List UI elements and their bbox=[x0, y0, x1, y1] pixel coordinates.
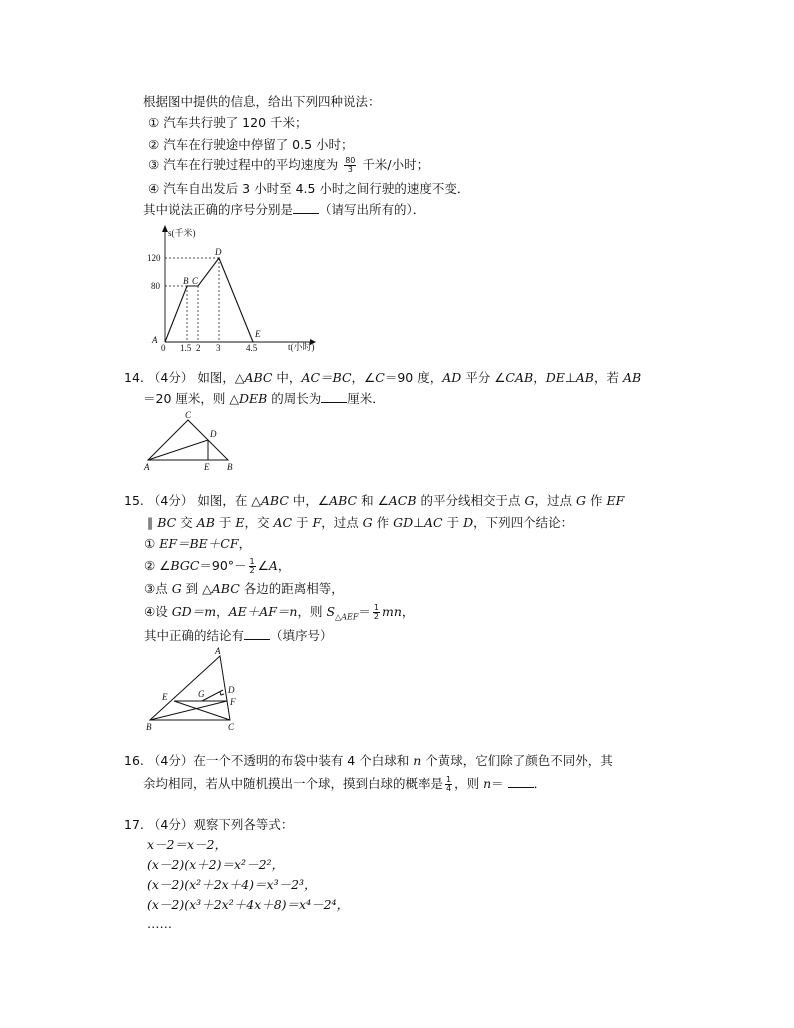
label-b: B bbox=[227, 462, 233, 472]
q17-equation-4: (x－2)(x³＋2x²＋4x＋8)＝x⁴－2⁴， bbox=[147, 897, 350, 912]
x-tick-4-5: 4.5 bbox=[246, 343, 258, 352]
q15-line-1 bbox=[124, 492, 624, 510]
statement-text: 汽车在行驶途中停留了 0.5 小时； bbox=[163, 137, 354, 152]
q14-line-1 bbox=[124, 369, 641, 387]
question-score: （4分） bbox=[147, 817, 194, 832]
point-c: C bbox=[192, 276, 199, 286]
triangle-figure-q14 bbox=[140, 408, 240, 472]
segment-gd bbox=[202, 690, 223, 701]
q14-text: 如图，△ABC 中，AC＝BC，∠C＝90 度，AD 平分 ∠CAB，DE⊥AB，若 AB bbox=[197, 370, 642, 385]
q15-conclusion-1: ① EF＝BE＋CF， bbox=[144, 536, 252, 551]
q17-equation-3: (x－2)(x²＋2x＋4)＝x³－2³， bbox=[147, 877, 317, 892]
label-d: D bbox=[210, 429, 217, 439]
q13-statement-4 bbox=[148, 180, 469, 198]
q17-line-1: 17. （4分）观察下列各等式： bbox=[124, 817, 294, 832]
triangle-abc bbox=[148, 420, 228, 460]
q15-conclusion-4: ④设 GD＝m，AE＋AF＝n，则 $S_{\triangle AEF}=$ $\frac{1}{2}$ mn， bbox=[144, 603, 415, 622]
statement-text-end: 千米/小时； bbox=[362, 157, 430, 172]
answer-blank[interactable] bbox=[321, 390, 347, 403]
fraction: $\frac{1}{4}$ bbox=[446, 775, 452, 793]
q15-conclusion-2: ② ∠BGC＝90°－ $\frac{1}{2}$ ∠A， bbox=[144, 557, 291, 575]
q15-line-2: ∥ BC 交 AB 于 E，交 AC 于 F，过点 G 作 GD⊥AC 于 D，下列四个结论： bbox=[147, 515, 574, 530]
fraction: $\frac{1}{2}$ bbox=[373, 603, 379, 621]
right-angle-mark bbox=[220, 692, 224, 695]
label-c: C bbox=[228, 722, 235, 732]
point-e: E bbox=[255, 329, 261, 339]
statement-text: 汽车在行驶过程中的平均速度为 bbox=[163, 157, 339, 172]
graph-line bbox=[165, 258, 253, 342]
q15-conclusion-3: ③点 G 到 △ABC 各边的距离相等， bbox=[144, 581, 344, 596]
statement-number: ① bbox=[148, 115, 160, 130]
x-tick-1-5: 1.5 bbox=[180, 343, 192, 352]
statement-number: ④ bbox=[148, 181, 160, 196]
question-score: （4分） bbox=[147, 493, 194, 508]
q13-intro: 根据图中提供的信息，给出下列四种说法： bbox=[143, 94, 381, 109]
question-number: 16. bbox=[124, 753, 144, 768]
distance-time-graph bbox=[140, 222, 320, 352]
q13-statement-2 bbox=[148, 136, 354, 154]
answer-blank[interactable] bbox=[244, 627, 270, 640]
point-b: B bbox=[183, 276, 189, 286]
q16-line-1: 16. （4分）在一个不透明的布袋中装有 4 个白球和 n 个黄球，它们除了颜色不同外，其 bbox=[124, 753, 613, 768]
q17-ellipsis: …… bbox=[147, 916, 172, 931]
label-c: C bbox=[185, 410, 192, 420]
label-e: E bbox=[204, 462, 210, 472]
question-number: 17. bbox=[124, 817, 144, 832]
question-number: 14. bbox=[124, 370, 144, 385]
q13-statement-1 bbox=[148, 114, 308, 132]
bisector-b bbox=[150, 701, 227, 720]
label-g: G bbox=[198, 689, 205, 699]
bisector-c bbox=[174, 701, 230, 720]
q15-text: 如图，在 △ABC 中，∠ABC 和 ∠ACB 的平分线相交于点 G，过点 G 作 EF bbox=[197, 493, 625, 508]
fraction: $\frac{80}{3}$ bbox=[345, 156, 356, 174]
label-a: A bbox=[215, 646, 221, 656]
origin-zero: 0 bbox=[161, 343, 166, 352]
q16-line-2: 余均相同，若从中随机摸出一个球，摸到白球的概率是 $\frac{1}{4}$ ，则 n＝ ． bbox=[143, 775, 547, 793]
question-score: （4分） bbox=[147, 753, 194, 768]
label-b: B bbox=[146, 722, 152, 732]
label-a: A bbox=[144, 462, 150, 472]
y-axis-label: s(千米) bbox=[168, 228, 196, 238]
label-f: F bbox=[230, 697, 236, 707]
q17-equation-1: x－2＝x－2， bbox=[147, 837, 228, 852]
statement-number: ③ bbox=[148, 157, 160, 172]
q13-question: 其中说法正确的序号分别是 （请写出所有的）． bbox=[143, 202, 426, 217]
triangle-figure-q15 bbox=[140, 646, 250, 732]
statement-text: 汽车共行驶了 120 千米； bbox=[163, 115, 308, 130]
y-tick-120: 120 bbox=[147, 253, 161, 263]
point-a: A bbox=[152, 335, 158, 345]
point-d: D bbox=[215, 247, 222, 257]
question-score: （4分） bbox=[147, 370, 194, 385]
x-tick-3: 3 bbox=[216, 343, 221, 352]
q13-statement-3 bbox=[148, 156, 429, 174]
answer-blank[interactable] bbox=[508, 775, 534, 788]
label-e: E bbox=[162, 692, 168, 702]
x-tick-2: 2 bbox=[196, 343, 201, 352]
q14-line-2: ＝20 厘米，则 △DEB 的周长为 厘米． bbox=[143, 391, 385, 406]
answer-blank[interactable] bbox=[293, 201, 319, 214]
statement-text: 汽车自出发后 3 小时至 4.5 小时之间行驶的速度不变． bbox=[163, 181, 470, 196]
label-d: D bbox=[228, 685, 235, 695]
segment-ad bbox=[148, 440, 208, 460]
y-tick-80: 80 bbox=[151, 281, 160, 291]
statement-number: ② bbox=[148, 137, 160, 152]
q17-equation-2: (x－2)(x＋2)＝x²－2²， bbox=[147, 857, 285, 872]
fraction: $\frac{1}{2}$ bbox=[249, 557, 255, 575]
q15-question: 其中正确的结论有 （填序号） bbox=[144, 628, 333, 643]
x-axis-label: t(小时) bbox=[288, 342, 315, 352]
question-number: 15. bbox=[124, 493, 144, 508]
